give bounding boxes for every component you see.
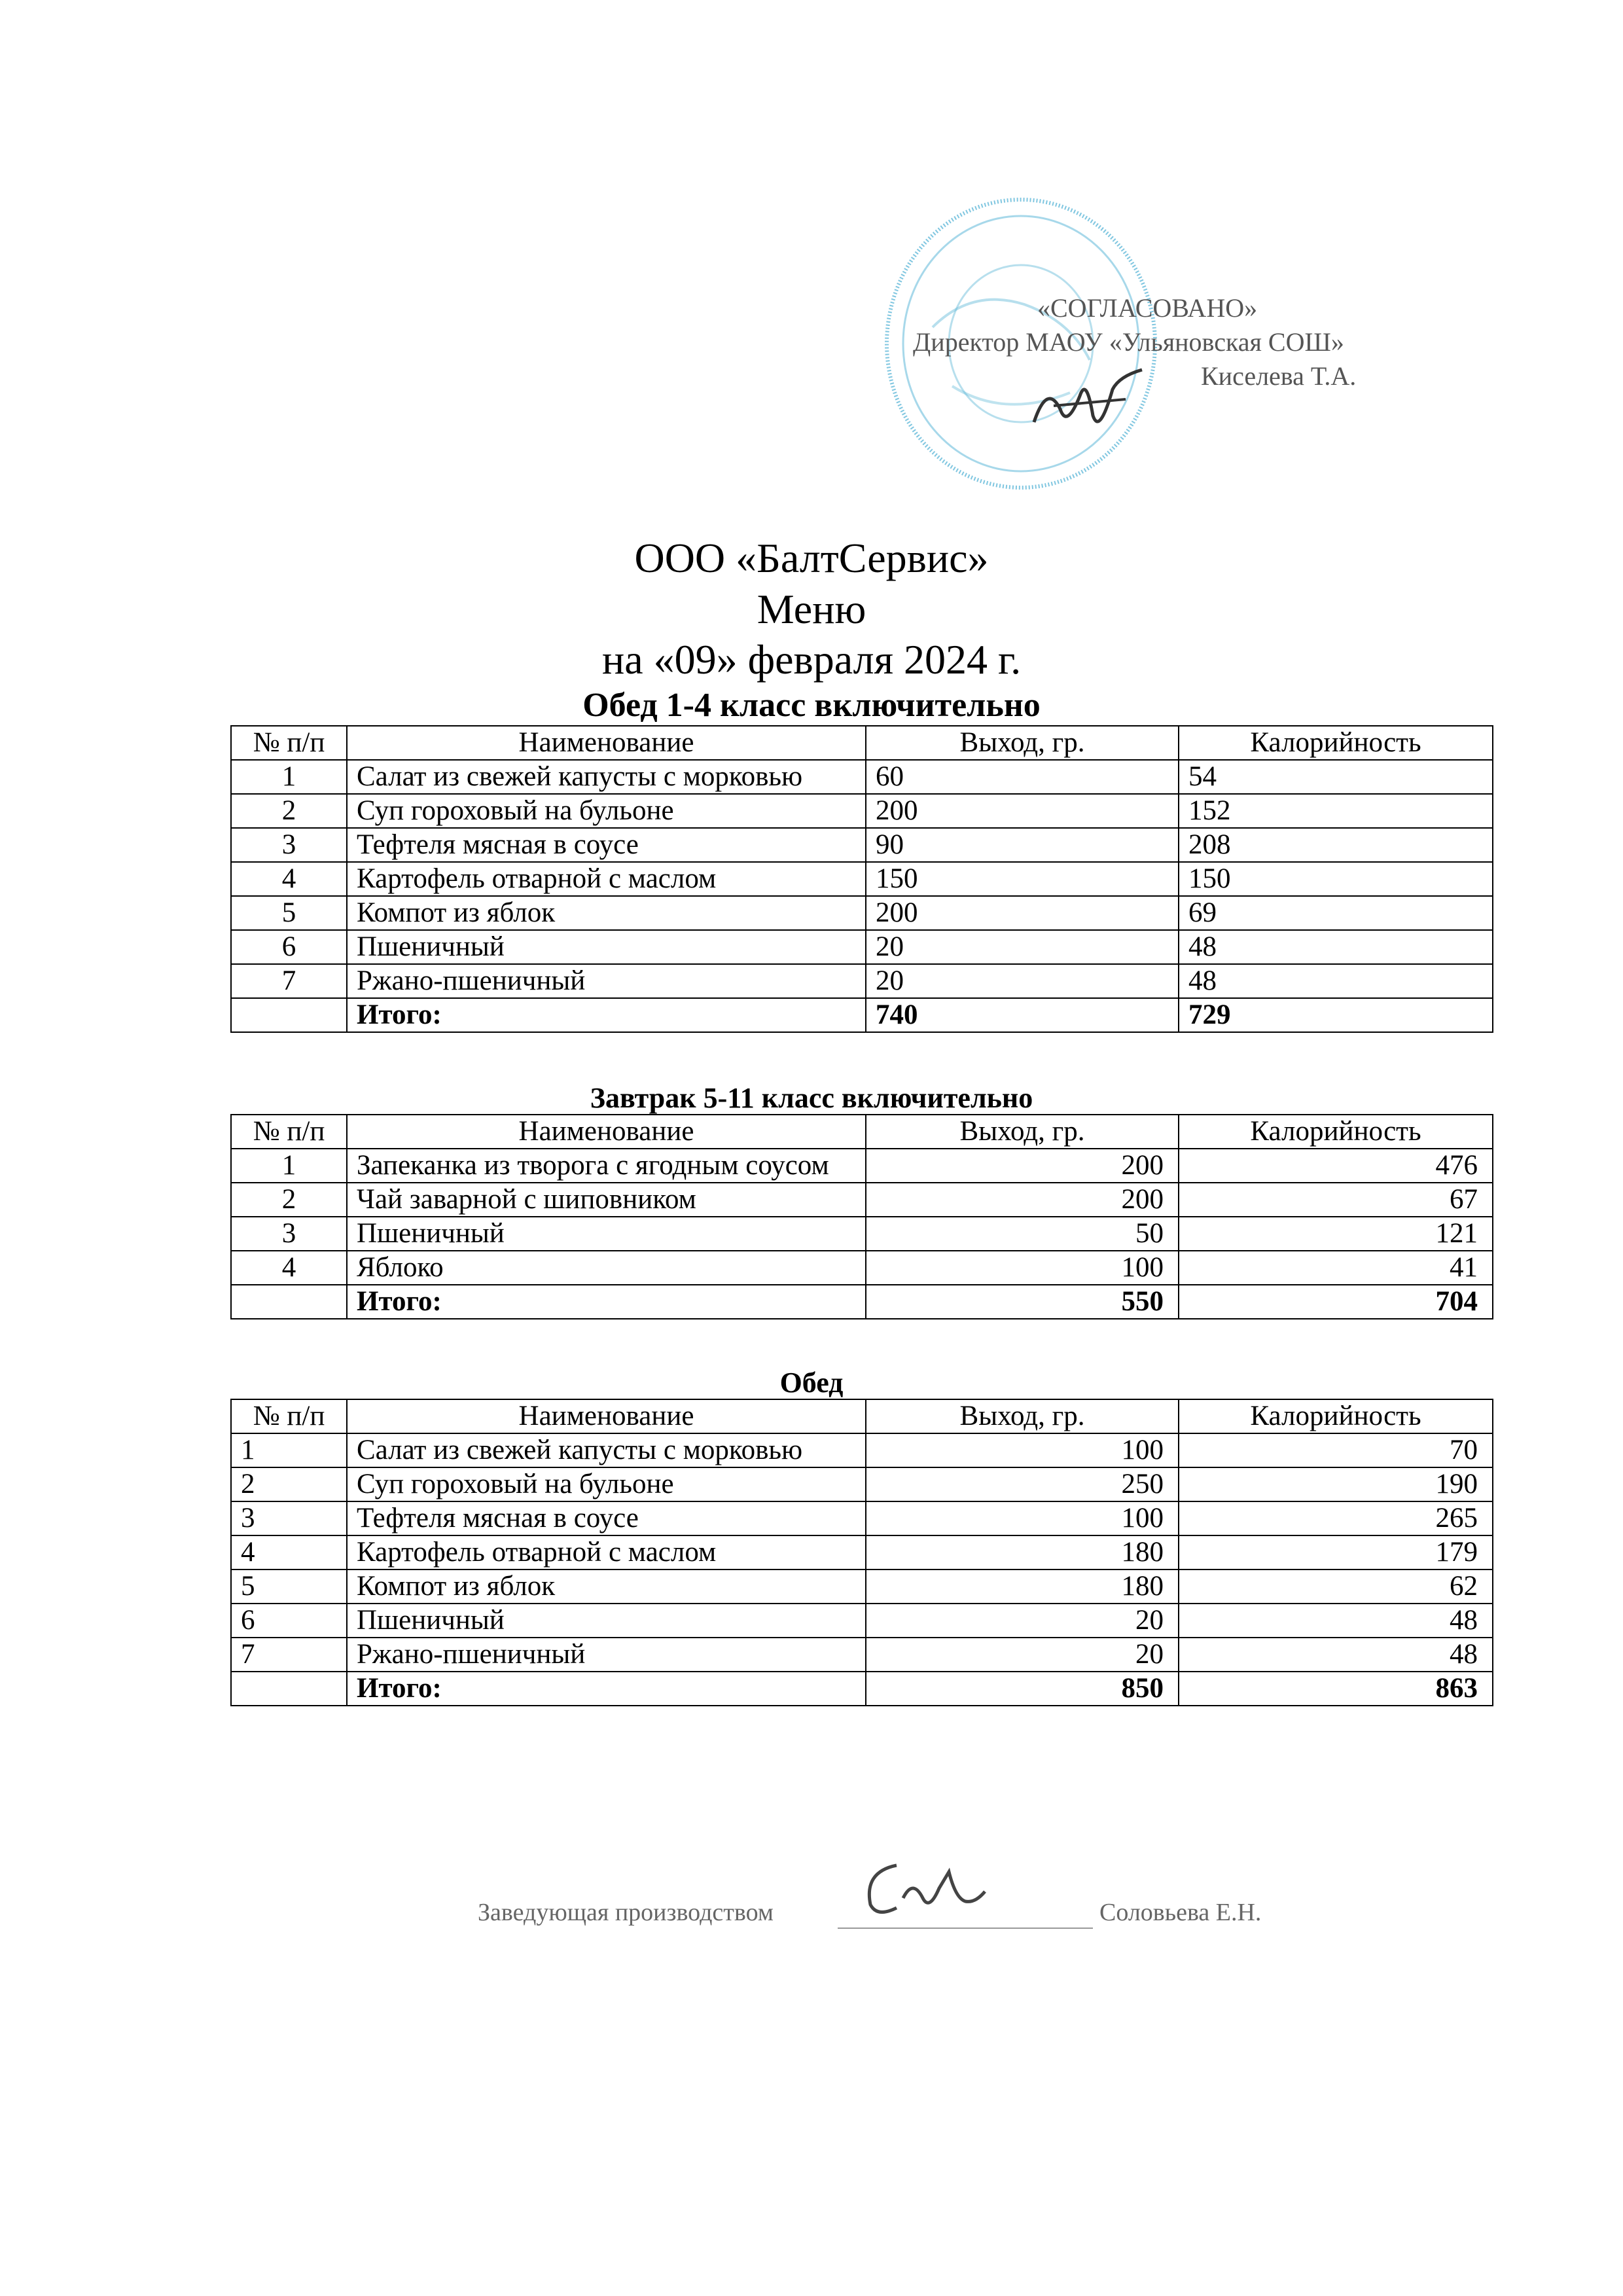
dish-name: Салат из свежей капусты с морковью xyxy=(347,1433,866,1467)
dish-output: 20 xyxy=(866,930,1179,964)
approval-status: «СОГЛАСОВАНО» xyxy=(1037,293,1258,323)
director-signature xyxy=(1021,357,1152,442)
table-row xyxy=(231,1467,1493,1501)
table-row xyxy=(231,1217,1493,1251)
dish-name: Пшеничный xyxy=(347,1604,866,1638)
table-row xyxy=(231,930,1493,964)
organization-name: ООО «БалтСервис» xyxy=(634,535,989,581)
menu-table-lunch xyxy=(230,1399,1493,1706)
dish-output: 100 xyxy=(866,1251,1179,1285)
row-num: 2 xyxy=(231,794,347,828)
dish-calories: 62 xyxy=(1179,1570,1493,1604)
dish-name: Тефтеля мясная в соусе xyxy=(347,1501,866,1535)
total-label: Итого: xyxy=(347,1285,866,1319)
total-calories: 863 xyxy=(1179,1672,1493,1706)
total-label: Итого: xyxy=(347,998,866,1032)
dish-output: 50 xyxy=(866,1217,1179,1251)
dish-calories: 48 xyxy=(1179,1604,1493,1638)
table-header-row xyxy=(231,1115,1493,1149)
table-row xyxy=(231,862,1493,896)
dish-output: 200 xyxy=(866,794,1179,828)
table-header-row xyxy=(231,726,1493,760)
table-row xyxy=(231,1638,1493,1672)
dish-output: 20 xyxy=(866,1604,1179,1638)
dish-name: Тефтеля мясная в соусе xyxy=(347,828,866,862)
table-header-row xyxy=(231,1399,1493,1433)
row-num: 3 xyxy=(231,828,347,862)
dish-name: Суп гороховый на бульоне xyxy=(347,794,866,828)
footer-signer-name: Соловьева Е.Н. xyxy=(1099,1899,1262,1926)
dish-name: Компот из яблок xyxy=(347,896,866,930)
row-num: 4 xyxy=(231,1251,347,1285)
dish-calories: 48 xyxy=(1179,1638,1493,1672)
row-num: 1 xyxy=(231,1433,347,1467)
dish-calories: 54 xyxy=(1179,760,1493,794)
dish-calories: 476 xyxy=(1179,1149,1493,1183)
dish-name: Запеканка из творога с ягодным соусом xyxy=(347,1149,866,1183)
dish-output: 20 xyxy=(866,1638,1179,1672)
dish-calories: 121 xyxy=(1179,1217,1493,1251)
row-num: 2 xyxy=(231,1467,347,1501)
total-label: Итого: xyxy=(347,1672,866,1706)
row-num: 1 xyxy=(231,1149,347,1183)
dish-calories: 150 xyxy=(1179,862,1493,896)
total-output: 740 xyxy=(866,998,1179,1032)
dish-output: 180 xyxy=(866,1535,1179,1570)
dish-name: Суп гороховый на бульоне xyxy=(347,1467,866,1501)
column-header-output: Выход, гр. xyxy=(866,726,1179,760)
dish-calories: 67 xyxy=(1179,1183,1493,1217)
row-num: 6 xyxy=(231,1604,347,1638)
menu-table-lunch-1-4 xyxy=(230,725,1493,1033)
dish-name: Ржано-пшеничный xyxy=(347,964,866,998)
row-num: 4 xyxy=(231,862,347,896)
section-title-lunch: Обед xyxy=(779,1367,844,1399)
table-row xyxy=(231,1149,1493,1183)
dish-output: 180 xyxy=(866,1570,1179,1604)
total-empty-cell xyxy=(231,1672,347,1706)
signature-line xyxy=(838,1928,1093,1929)
column-header-calories: Калорийность xyxy=(1179,1399,1493,1433)
table-row xyxy=(231,760,1493,794)
column-header-calories: Калорийность xyxy=(1179,726,1493,760)
table-row xyxy=(231,1251,1493,1285)
row-num: 5 xyxy=(231,1570,347,1604)
row-num: 1 xyxy=(231,760,347,794)
table-row xyxy=(231,1535,1493,1570)
dish-output: 200 xyxy=(866,896,1179,930)
dish-name: Яблоко xyxy=(347,1251,866,1285)
approval-director-name: Киселева Т.А. xyxy=(1201,361,1357,391)
dish-calories: 179 xyxy=(1179,1535,1493,1570)
total-row xyxy=(231,998,1493,1032)
dish-output: 90 xyxy=(866,828,1179,862)
footer-position: Заведующая производством xyxy=(478,1899,774,1926)
row-num: 6 xyxy=(231,930,347,964)
dish-name: Ржано-пшеничный xyxy=(347,1638,866,1672)
table-row xyxy=(231,896,1493,930)
dish-calories: 69 xyxy=(1179,896,1493,930)
dish-name: Картофель отварной с маслом xyxy=(347,862,866,896)
row-num: 3 xyxy=(231,1501,347,1535)
column-header-name: Наименование xyxy=(347,1115,866,1149)
table-row xyxy=(231,1501,1493,1535)
total-empty-cell xyxy=(231,998,347,1032)
dish-calories: 152 xyxy=(1179,794,1493,828)
page-title: Меню xyxy=(757,586,866,632)
column-header-num: № п/п xyxy=(231,1399,347,1433)
dish-name: Салат из свежей капусты с морковью xyxy=(347,760,866,794)
total-empty-cell xyxy=(231,1285,347,1319)
dish-name: Пшеничный xyxy=(347,1217,866,1251)
table-row xyxy=(231,1183,1493,1217)
dish-calories: 41 xyxy=(1179,1251,1493,1285)
dish-output: 100 xyxy=(866,1433,1179,1467)
table-row xyxy=(231,828,1493,862)
dish-output: 20 xyxy=(866,964,1179,998)
table-row xyxy=(231,964,1493,998)
row-num: 7 xyxy=(231,1638,347,1672)
total-output: 850 xyxy=(866,1672,1179,1706)
column-header-output: Выход, гр. xyxy=(866,1115,1179,1149)
dish-calories: 48 xyxy=(1179,964,1493,998)
table-row xyxy=(231,1433,1493,1467)
dish-calories: 70 xyxy=(1179,1433,1493,1467)
row-num: 7 xyxy=(231,964,347,998)
menu-date: на «09» февраля 2024 г. xyxy=(601,636,1022,683)
column-header-num: № п/п xyxy=(231,726,347,760)
table-row xyxy=(231,1604,1493,1638)
dish-output: 60 xyxy=(866,760,1179,794)
dish-name: Пшеничный xyxy=(347,930,866,964)
dish-calories: 48 xyxy=(1179,930,1493,964)
dish-calories: 208 xyxy=(1179,828,1493,862)
total-output: 550 xyxy=(866,1285,1179,1319)
dish-output: 250 xyxy=(866,1467,1179,1501)
column-header-output: Выход, гр. xyxy=(866,1399,1179,1433)
dish-name: Картофель отварной с маслом xyxy=(347,1535,866,1570)
section-title-breakfast-5-11: Завтрак 5-11 класс включительно xyxy=(590,1082,1033,1114)
dish-name: Чай заварной с шиповником xyxy=(347,1183,866,1217)
column-header-num: № п/п xyxy=(231,1115,347,1149)
total-calories: 704 xyxy=(1179,1285,1493,1319)
approval-block xyxy=(913,291,1502,393)
dish-name: Компот из яблок xyxy=(347,1570,866,1604)
total-row xyxy=(231,1672,1493,1706)
dish-calories: 265 xyxy=(1179,1501,1493,1535)
column-header-name: Наименование xyxy=(347,726,866,760)
dish-output: 100 xyxy=(866,1501,1179,1535)
total-calories: 729 xyxy=(1179,998,1493,1032)
column-header-name: Наименование xyxy=(347,1399,866,1433)
production-manager-signature xyxy=(851,1852,1001,1931)
table-row xyxy=(231,794,1493,828)
dish-output: 150 xyxy=(866,862,1179,896)
section-title-lunch-1-4: Обед 1-4 класс включительно xyxy=(582,687,1041,724)
column-header-calories: Калорийность xyxy=(1179,1115,1493,1149)
total-row xyxy=(231,1285,1493,1319)
row-num: 5 xyxy=(231,896,347,930)
dish-calories: 190 xyxy=(1179,1467,1493,1501)
dish-output: 200 xyxy=(866,1183,1179,1217)
row-num: 2 xyxy=(231,1183,347,1217)
row-num: 4 xyxy=(231,1535,347,1570)
approval-director-title: Директор МАОУ «Ульяновская СОШ» xyxy=(913,327,1344,357)
menu-table-breakfast-5-11 xyxy=(230,1114,1493,1319)
dish-output: 200 xyxy=(866,1149,1179,1183)
table-row xyxy=(231,1570,1493,1604)
row-num: 3 xyxy=(231,1217,347,1251)
